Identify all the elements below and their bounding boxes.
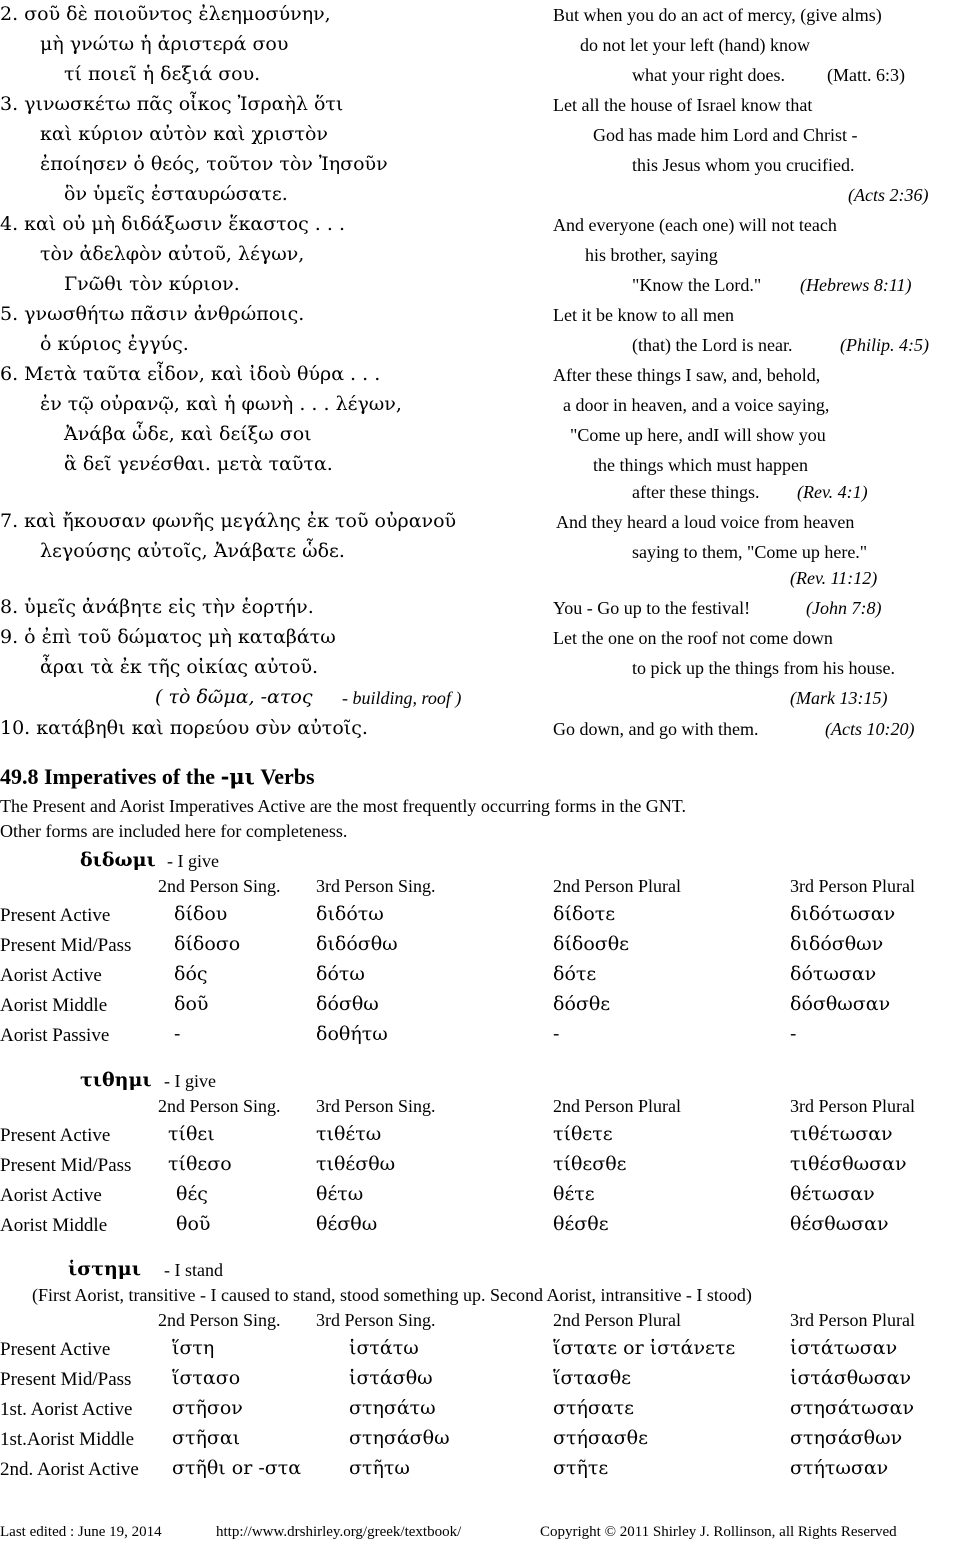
form-3s: τιθέτω [316,1123,382,1145]
form-2s: στῆθι or -στα [172,1457,302,1479]
ex9-greek-line2: ἆραι τὰ ἐκ τῆς οἰκίας αὐτοῦ. [40,656,319,678]
form-3s: δοθήτω [316,1023,388,1045]
ex5-english-line1: Let it be know to all men [553,305,734,325]
ex3-reference: (Acts 2:36) [848,185,929,205]
form-3s: στησάσθω [349,1427,450,1449]
ex8-greek-line1: 8. ὑμεῖς ἀνάβητε εἰς τὴν ἑορτήν. [0,596,314,618]
form-2s: στῆσον [172,1397,243,1419]
ex9-english-line1: Let the one on the roof not come down [553,628,833,648]
histemi-header-3p: 3rd Person Plural [790,1310,915,1330]
ex9-english-line2: to pick up the things from his house. [632,658,895,678]
row-label: Present Mid/Pass [0,1155,132,1176]
ex4-english-line3: "Know the Lord." [632,275,762,295]
form-3s: ἱστάσθω [349,1367,433,1389]
ex2-english-line3: what your right does. [632,65,785,85]
ex3-english-line2: God has made him Lord and Christ - [593,125,858,145]
form-3s: θέτω [316,1183,364,1205]
ex2-greek-line3: τί ποιεῖ ἡ δεξιά σου. [64,63,261,85]
form-2p: - [553,1023,560,1045]
form-2s: θές [176,1183,208,1205]
form-2s: δίδοσο [174,933,241,955]
ex6-english-line2: a door in heaven, and a voice saying, [563,395,830,415]
row-label: Present Active [0,1125,111,1146]
ex6-english-line5: after these things. [632,482,760,502]
form-3p: τιθέτωσαν [790,1123,893,1145]
ex6-greek-line4: ἃ δεῖ γενέσθαι. μετὰ ταῦτα. [64,453,333,475]
form-2s: τίθει [168,1123,215,1145]
tithemi-header-3p: 3rd Person Plural [790,1096,915,1116]
form-3p: τιθέσθωσαν [790,1153,907,1175]
footer-url[interactable]: http://www.drshirley.org/greek/textbook/ [216,1524,462,1540]
form-2p: τίθεσθε [553,1153,627,1175]
form-2p: δότε [553,963,597,985]
form-3p: ἱστάτωσαν [790,1337,898,1359]
form-2p: θέτε [553,1183,595,1205]
ex5-english-line2: (that) the Lord is near. [632,335,793,355]
row-label: Aorist Middle [0,995,108,1016]
ex10-reference: (Acts 10:20) [825,719,915,739]
form-3s: στῆτω [349,1457,410,1479]
histemi-verb: ἱστημι [68,1258,141,1280]
form-3p: - [790,1023,797,1045]
ex4-reference: (Hebrews 8:11) [800,275,912,295]
ex6-english-line3: "Come up here, andI will show you [570,425,826,445]
form-3p: θέσθωσαν [790,1213,889,1235]
form-2p: ἵστατε or ἱστάνετε [553,1337,736,1359]
ex4-greek-line1: 4. καὶ οὐ μὴ διδάξωσιν ἕκαστος . . . [0,213,345,235]
ex6-greek-line3: Ἀνάβα ὧδε, καὶ δείξω σοι [64,423,312,445]
ex7-greek-line1: 7. καὶ ἤκουσαν φωνῆς μεγάλης ἐκ τοῦ οὐρανοῦ [0,510,457,532]
ex10-english-line1: Go down, and go with them. [553,719,759,739]
form-3p: δόσθωσαν [790,993,891,1015]
didomi-header-2p: 2nd Person Plural [553,876,681,896]
form-2s: θοῦ [176,1213,211,1235]
form-2p: στήσασθε [553,1427,648,1449]
row-label: Aorist Active [0,1185,102,1206]
form-2p: τίθετε [553,1123,613,1145]
ex5-greek-line2: ὁ κύριος ἐγγύς. [40,333,189,355]
row-label: 2nd. Aorist Active [0,1459,139,1480]
section-heading-title: 49.8 Imperatives of the [0,764,216,789]
form-2p: θέσθε [553,1213,609,1235]
tithemi-header-2s: 2nd Person Sing. [158,1096,281,1116]
didomi-header-3p: 3rd Person Plural [790,876,915,896]
ex2-english-line1: But when you do an act of mercy, (give alms) [553,5,882,25]
ex9-vocab-gloss: - building, roof ) [342,688,462,708]
form-2p: στῆτε [553,1457,609,1479]
form-2s: δίδου [174,903,228,925]
ex4-greek-line3: Γνῶθι τὸν κύριον. [64,273,240,295]
row-label: Present Mid/Pass [0,935,132,956]
ex3-greek-line4: ὃν ὑμεῖς ἐσταυρώσατε. [64,183,288,205]
row-label: 1st. Aorist Active [0,1399,133,1420]
ex5-reference: (Philip. 4:5) [840,335,929,355]
ex9-greek-line1: 9. ὁ ἐπὶ τοῦ δώματος μὴ καταβάτω [0,626,336,648]
form-3s: στησάτω [349,1397,436,1419]
form-2s: ἵστασο [172,1367,241,1389]
ex6-english-line4: the things which must happen [593,455,808,475]
form-2s: δοῦ [174,993,209,1015]
ex6-greek-line1: 6. Μετὰ ταῦτα εἶδον, καὶ ἰδοὺ θύρα . . . [0,363,381,385]
form-3s: διδόσθω [316,933,398,955]
ex8-english-line1: You - Go up to the festival! [553,598,751,618]
form-3p: ἱστάσθωσαν [790,1367,912,1389]
row-label: Present Active [0,1339,111,1360]
form-3p: θέτωσαν [790,1183,875,1205]
row-label: Present Mid/Pass [0,1369,132,1390]
form-2s: ἵστη [172,1337,215,1359]
section-intro-line1: The Present and Aorist Imperatives Active are the most frequently occurring forms in the GNT. [0,796,686,816]
form-3s: δότω [316,963,365,985]
ex3-greek-line1: 3. γινωσκέτω πᾶς οἶκος Ἰσραὴλ ὅτι [0,93,344,115]
ex3-greek-line2: καὶ κύριον αὐτὸν καὶ χριστὸν [40,123,328,145]
row-label: Aorist Passive [0,1025,110,1046]
ex7-english-line2: saying to them, "Come up here." [632,542,868,562]
form-3s: διδότω [316,903,384,925]
ex4-english-line2: his brother, saying [585,245,718,265]
ex3-greek-line3: ἐποίησεν ὁ θεός, τοῦτον τὸν Ἰησοῦν [40,153,388,175]
form-3s: θέσθω [316,1213,378,1235]
form-3p: στήτωσαν [790,1457,889,1479]
ex7-reference: (Rev. 11:12) [790,568,878,588]
ex9-vocab-note: ( τὸ δῶμα, -ατος [155,686,313,708]
ex7-greek-line2: λεγούσης αὐτοῖς, Ἀνάβατε ὧδε. [40,540,345,562]
form-2s: - [174,1023,181,1045]
tithemi-header-3s: 3rd Person Sing. [316,1096,436,1116]
form-2p: στήσατε [553,1397,635,1419]
ex6-reference: (Rev. 4:1) [797,482,868,502]
histemi-header-2p: 2nd Person Plural [553,1310,681,1330]
ex3-english-line3: this Jesus whom you crucified. [632,155,855,175]
form-3s: τιθέσθω [316,1153,396,1175]
footer-copyright: Copyright © 2011 Shirley J. Rollinson, all Rights Reserved [540,1524,897,1540]
row-label: Aorist Middle [0,1215,108,1236]
histemi-header-2s: 2nd Person Sing. [158,1310,281,1330]
form-3p: στησάσθων [790,1427,903,1449]
tithemi-header-2p: 2nd Person Plural [553,1096,681,1116]
section-heading-verbs: Verbs [260,764,315,789]
tithemi-gloss: - I give [164,1071,216,1091]
section-heading-suffix: -μι [220,764,255,789]
ex2-reference: (Matt. 6:3) [827,65,905,85]
histemi-gloss: - I stand [164,1260,223,1280]
ex8-reference: (John 7:8) [806,598,882,618]
ex6-greek-line2: ἐν τῷ οὐρανῷ, καὶ ἡ φωνὴ . . . λέγων, [40,393,402,415]
didomi-header-3s: 3rd Person Sing. [316,876,436,896]
form-3s: δόσθω [316,993,379,1015]
form-2s: τίθεσο [168,1153,232,1175]
histemi-note: (First Aorist, transitive - I caused to stand, stood something up. Second Aorist, intransitive - I stood) [32,1285,752,1305]
tithemi-verb: τιθημι [80,1069,152,1091]
didomi-header-2s: 2nd Person Sing. [158,876,281,896]
ex4-english-line1: And everyone (each one) will not teach [553,215,837,235]
form-2s: δός [174,963,208,985]
form-2p: δίδοτε [553,903,616,925]
ex4-greek-line2: τὸν ἀδελφὸν αὐτοῦ, λέγων, [40,243,305,265]
ex5-greek-line1: 5. γνωσθήτω πᾶσιν ἀνθρώποις. [0,303,305,325]
ex2-greek-line1: 2. σοῦ δὲ ποιοῦντος ἐλεημοσύνην, [0,3,331,25]
ex3-english-line1: Let all the house of Israel know that [553,95,813,115]
didomi-verb: διδωμι [80,849,156,871]
form-2s: στῆσαι [172,1427,241,1449]
footer-edited: Last edited : June 19, 2014 [0,1524,162,1540]
didomi-gloss: - I give [167,851,219,871]
ex10-greek-line1: 10. κατάβηθι καὶ πορεύου σὺν αὐτοῖς. [0,717,368,739]
section-intro-line2: Other forms are included here for completeness. [0,821,348,841]
ex6-english-line1: After these things I saw, and, behold, [553,365,821,385]
form-3p: δότωσαν [790,963,877,985]
row-label: Present Active [0,905,111,926]
form-2p: ἵστασθε [553,1367,632,1389]
form-3p: διδόσθων [790,933,884,955]
form-3p: διδότωσαν [790,903,896,925]
form-2p: δόσθε [553,993,611,1015]
ex9-reference: (Mark 13:15) [790,688,888,708]
form-3s: ἱστάτω [349,1337,419,1359]
ex2-greek-line2: μὴ γνώτω ἡ ἀριστερά σου [40,33,289,55]
form-2p: δίδοσθε [553,933,630,955]
row-label: Aorist Active [0,965,102,986]
histemi-header-3s: 3rd Person Sing. [316,1310,436,1330]
row-label: 1st.Aorist Middle [0,1429,135,1450]
ex7-english-line1: And they heard a loud voice from heaven [556,512,855,532]
form-3p: στησάτωσαν [790,1397,915,1419]
section-heading [0,766,315,788]
ex2-english-line2: do not let your left (hand) know [580,35,810,55]
